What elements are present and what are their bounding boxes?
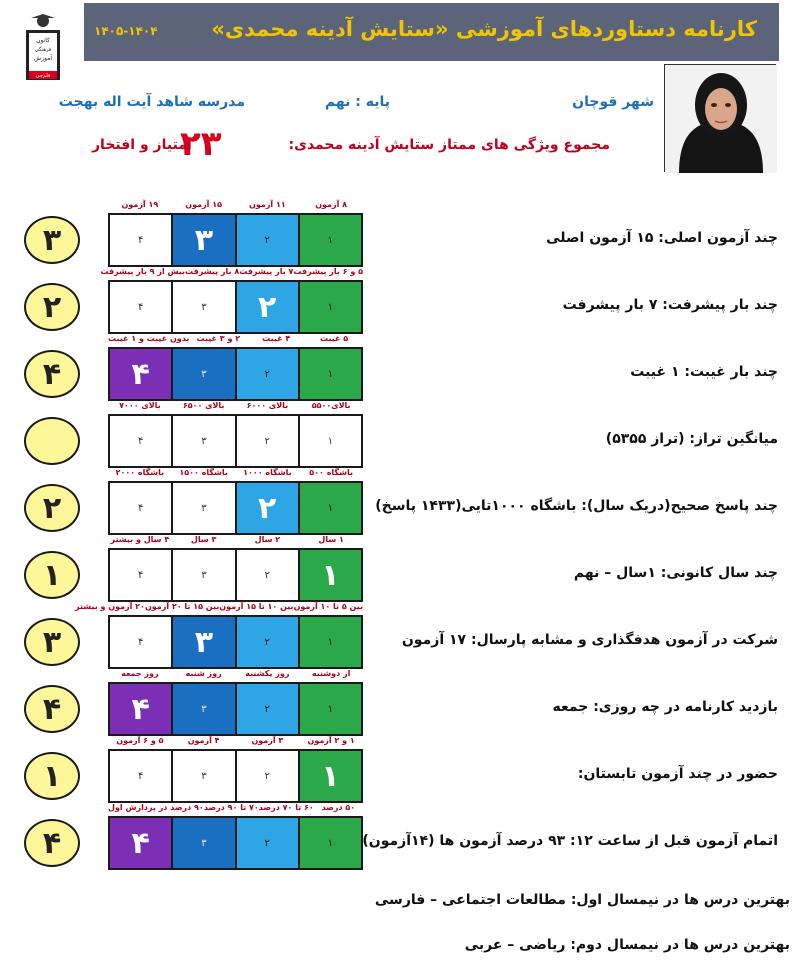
row-question: بازدید کارنامه در چه روزی: جمعه bbox=[552, 699, 778, 715]
kanoon-logo bbox=[20, 14, 66, 84]
row-scale-grid bbox=[108, 816, 363, 870]
row-question: چند پاسخ صحیح(دریک سال): باشگاه ۱۰۰۰تایی(۱۴۳۳ پاسخ) bbox=[375, 498, 778, 514]
scale-cell: ۱ bbox=[298, 483, 361, 533]
scale-cell: ۱ bbox=[298, 550, 361, 600]
scale-label: ۳ آزمون bbox=[251, 736, 284, 745]
scale-label: بالای ۶۵۰۰ bbox=[182, 401, 225, 410]
scale-cell: ۳ bbox=[171, 818, 234, 868]
scale-cell: ۲ bbox=[235, 416, 298, 466]
row-scale-grid bbox=[108, 682, 363, 736]
scale-label: ۹۰ درصد در پردازش اول bbox=[108, 803, 204, 812]
scale-label: بالای ۷۰۰۰ bbox=[119, 401, 161, 410]
row-scale-labels bbox=[108, 468, 363, 480]
scale-label: ۳ سال bbox=[190, 535, 217, 544]
row-question: چند سال کانونی: ۱سال – نهم bbox=[573, 565, 778, 581]
scale-label: باشگاه ۵۰۰ bbox=[309, 468, 353, 477]
row-question: چند بار غیبت: ۱ غیبت bbox=[630, 364, 778, 380]
row-score-circle: ۳ bbox=[24, 216, 80, 264]
scale-cell: ۴ bbox=[110, 818, 171, 868]
scale-label: ۱۱ آزمون bbox=[249, 200, 286, 209]
row-score-circle: ۴ bbox=[24, 350, 80, 398]
row-scale-grid bbox=[108, 548, 363, 602]
scale-cell: ۲ bbox=[235, 483, 298, 533]
total-score: ۲۳ bbox=[180, 124, 222, 164]
scale-label: بین ۱۰ تا ۱۵ آزمون bbox=[219, 602, 294, 611]
best-subjects-second-term: بهترین درس ها در نیمسال دوم: ریاضی – عربی bbox=[464, 937, 790, 953]
row-scale-grid bbox=[108, 347, 363, 401]
scale-cell: ۲ bbox=[235, 818, 298, 868]
row-score-circle: ۱ bbox=[24, 551, 80, 599]
row-scale-grid bbox=[108, 615, 363, 669]
scale-label: بین ۱۵ تا ۲۰ آزمون bbox=[144, 602, 220, 611]
row-scale-labels bbox=[108, 803, 363, 815]
scale-cell: ۱ bbox=[298, 818, 361, 868]
scale-cell: ۴ bbox=[110, 684, 171, 734]
row-scale-labels bbox=[108, 334, 363, 346]
scale-cell: ۳ bbox=[171, 684, 234, 734]
row-score-circle: ۲ bbox=[24, 484, 80, 532]
scale-cell: ۲ bbox=[235, 349, 298, 399]
scale-label: باشگاه ۲۰۰۰ bbox=[115, 468, 165, 477]
scale-cell: ۳ bbox=[171, 282, 234, 332]
row-scale-grid bbox=[108, 749, 363, 803]
scale-label: ۴ غیبت bbox=[262, 334, 291, 343]
row-scale-labels bbox=[108, 736, 363, 748]
scale-cell: ۴ bbox=[110, 483, 171, 533]
row-scale-grid bbox=[108, 481, 363, 535]
total-label: مجموع ویژگی های ممتاز ستایش آدینه محمدی: bbox=[288, 137, 610, 153]
scale-cell: ۴ bbox=[110, 282, 171, 332]
scale-cell: ۴ bbox=[110, 550, 171, 600]
scale-cell: ۳ bbox=[171, 349, 234, 399]
scale-cell: ۱ bbox=[298, 617, 361, 667]
scale-label: ۴ سال و بیشتر bbox=[110, 535, 170, 544]
scale-label: بین ۵ تا ۱۰ آزمون bbox=[293, 602, 363, 611]
logo-word-3: آموزش bbox=[33, 55, 53, 62]
scale-label: ۸ بار پیشرفت bbox=[185, 267, 240, 276]
total-suffix: امتیاز و افتخار bbox=[92, 137, 192, 153]
student-city: شهر قوچان bbox=[572, 94, 654, 110]
scale-cell: ۱ bbox=[298, 282, 361, 332]
logo-word-2: فرهنگی bbox=[34, 47, 52, 53]
scale-cell: ۲ bbox=[235, 282, 298, 332]
scale-cell: ۴ bbox=[110, 751, 171, 801]
row-question: اتمام آزمون قبل از ساعت ۱۲: ۹۳ درصد آزمون ها (۱۴آزمون) bbox=[362, 833, 778, 849]
student-school: مدرسه شاهد آیت اله بهجت bbox=[58, 94, 245, 110]
scale-label: روز یکشنبه bbox=[245, 669, 290, 678]
scale-label: ۲۰ آزمون و بیشتر bbox=[75, 602, 145, 611]
row-question: میانگین تراز: (تراز ۵۳۵۵) bbox=[605, 431, 778, 447]
scale-label: باشگاه ۱۵۰۰ bbox=[179, 468, 228, 477]
report-title: کارنامه دستاوردهای آموزشی «ستایش آدینه محمدی» bbox=[211, 17, 757, 41]
scale-cell: ۱ bbox=[298, 349, 361, 399]
row-score-circle: ۳ bbox=[24, 618, 80, 666]
logo-word-4: قلم‌چی bbox=[35, 73, 51, 79]
row-scale-grid bbox=[108, 414, 363, 468]
academic-years: ۱۴۰۵-۱۴۰۴ bbox=[94, 24, 158, 38]
scale-label: روز شنبه bbox=[185, 669, 222, 678]
scale-label: ۵ و ۶ آزمون bbox=[116, 736, 164, 745]
scale-label: روز جمعه bbox=[121, 669, 159, 678]
row-scale-labels bbox=[100, 267, 363, 279]
scale-cell: ۳ bbox=[171, 550, 234, 600]
scale-label: ۵۰ درصد bbox=[321, 803, 356, 812]
scale-label: ۸ آزمون bbox=[315, 200, 348, 209]
row-question: چند بار پیشرفت: ۷ بار پیشرفت bbox=[562, 297, 778, 313]
scale-cell: ۲ bbox=[235, 550, 298, 600]
scale-cell: ۱ bbox=[298, 416, 361, 466]
row-question: چند آزمون اصلی: ۱۵ آزمون اصلی bbox=[546, 230, 778, 246]
scale-label: ۱ سال bbox=[318, 535, 344, 544]
scale-cell: ۱ bbox=[298, 215, 361, 265]
student-grade: پایه : نهم bbox=[324, 94, 390, 110]
scale-cell: ۳ bbox=[171, 215, 234, 265]
row-score-circle: ۱ bbox=[24, 752, 80, 800]
scale-cell: ۲ bbox=[235, 751, 298, 801]
scale-cell: ۳ bbox=[171, 416, 234, 466]
scale-cell: ۴ bbox=[110, 349, 171, 399]
row-score-circle bbox=[24, 417, 80, 465]
scale-label: ۴ آزمون bbox=[187, 736, 220, 745]
scale-label: باشگاه ۱۰۰۰ bbox=[243, 468, 292, 477]
scale-cell: ۲ bbox=[235, 617, 298, 667]
scale-label: ۲ و ۳ غیبت bbox=[196, 334, 241, 343]
best-subjects-first-term: بهترین درس ها در نیمسال اول: مطالعات اجتماعی – فارسی bbox=[374, 892, 790, 908]
scale-label: بیش از ۹ بار پیشرفت bbox=[100, 267, 186, 276]
row-score-circle: ۴ bbox=[24, 819, 80, 867]
row-scale-labels bbox=[108, 669, 363, 681]
scale-label: از دوشنبه bbox=[311, 669, 351, 678]
scale-label: ۷ بار پیشرفت bbox=[239, 267, 294, 276]
logo-word-1: کانون bbox=[36, 37, 50, 44]
scale-label: ۱۹ آزمون bbox=[121, 200, 159, 209]
scale-cell: ۳ bbox=[171, 483, 234, 533]
scale-label: ۵ و ۶ بار پیشرفت bbox=[293, 267, 363, 276]
row-scale-labels bbox=[108, 401, 363, 413]
row-scale-labels bbox=[108, 535, 363, 547]
scale-label: ۲ سال bbox=[254, 535, 281, 544]
header-bar bbox=[84, 3, 779, 61]
student-photo bbox=[664, 64, 776, 172]
row-scale-grid bbox=[108, 213, 363, 267]
scale-cell: ۳ bbox=[171, 751, 234, 801]
row-score-circle: ۲ bbox=[24, 283, 80, 331]
row-question: حضور در چند آزمون تابستان: bbox=[577, 766, 778, 782]
scale-label: ۷۰ تا ۹۰ درصد bbox=[203, 803, 259, 812]
row-scale-grid bbox=[108, 280, 363, 334]
scale-cell: ۱ bbox=[298, 684, 361, 734]
scale-label: بالای ۶۰۰۰ bbox=[246, 401, 289, 410]
scale-cell: ۳ bbox=[171, 617, 234, 667]
row-score-circle: ۴ bbox=[24, 685, 80, 733]
scale-label: بالای۵۵۰۰ bbox=[311, 401, 351, 410]
row-scale-labels bbox=[108, 200, 363, 212]
scale-cell: ۲ bbox=[235, 215, 298, 265]
scale-label: ۱ و ۲ آزمون bbox=[307, 736, 355, 745]
scale-cell: ۴ bbox=[110, 416, 171, 466]
scale-cell: ۴ bbox=[110, 617, 171, 667]
row-question: شرکت در آزمون هدفگذاری و مشابه پارسال: ۱۷ آزمون bbox=[401, 632, 778, 648]
scale-label: ۵ غیبت bbox=[319, 334, 349, 343]
scale-label: ۱۵ آزمون bbox=[185, 200, 222, 209]
scale-cell: ۴ bbox=[110, 215, 171, 265]
row-scale-labels bbox=[75, 602, 363, 614]
scale-cell: ۱ bbox=[298, 751, 361, 801]
scale-cell: ۲ bbox=[235, 684, 298, 734]
scale-label: بدون غیبت و ۱ غیبت bbox=[108, 334, 190, 343]
scale-label: ۶۰ تا ۷۰ درصد bbox=[258, 803, 314, 812]
